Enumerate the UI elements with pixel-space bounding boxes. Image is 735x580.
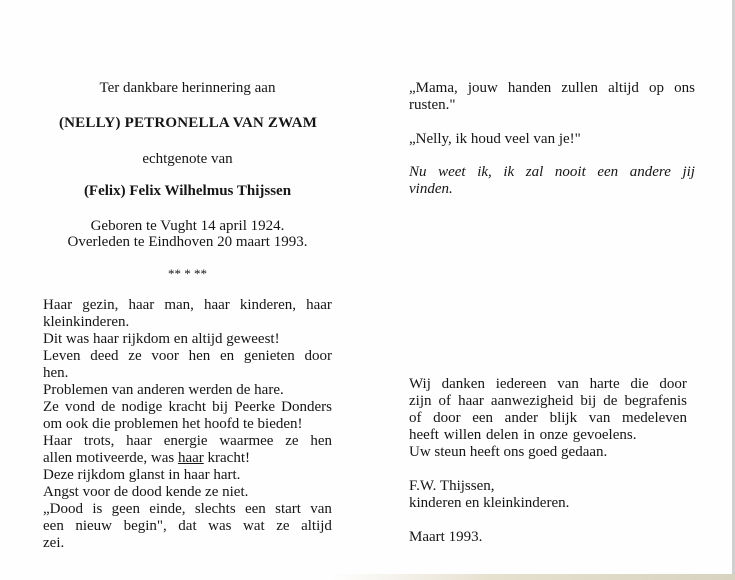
relation-line: echtgenote van	[142, 151, 233, 167]
spouse-name: (Felix) Felix Wilhelmus Thijssen	[83, 183, 292, 199]
poem-line: Leven deed ze voor hen en genieten door	[43, 348, 332, 364]
deceased-name: (NELLY) PETRONELLA VAN ZWAM	[58, 115, 318, 131]
family-line: kinderen en kleinkinderen.	[409, 495, 570, 511]
family-name: F.W. Thijssen,	[409, 478, 495, 494]
separator: ** * **	[168, 266, 207, 281]
quote-line: „Nelly, ik houd veel van je!"	[409, 131, 581, 147]
poem-line: een nieuw begin", dat was wat ze altijd	[43, 518, 332, 534]
underlined-word: haar	[177, 450, 204, 466]
thanks-line: zijn of haar aanwezigheid bij de begrafenis	[409, 393, 687, 409]
closing-date: Maart 1993.	[409, 529, 483, 545]
poem-line: om ook die problemen het hoofd te bieden!	[43, 416, 303, 432]
thanks-line: Wij danken iedereen van harte die door	[409, 376, 687, 392]
quote-line: Nu weet ik, ik zal nooit een andere jij	[409, 164, 695, 180]
poem-line: Dit was haar rijkdom en altijd geweest!	[43, 331, 280, 347]
poem-line: „Dood is geen einde, slechts een start van	[43, 501, 332, 517]
poem-line: allen motiveerde, was haar kracht!	[43, 450, 250, 466]
poem-line: Ze vond de nodige kracht bij Peerke Donders	[43, 399, 332, 415]
death-line: Overleden te Eindhoven 20 maart 1993.	[67, 234, 308, 250]
poem-line: kleinkinderen.	[43, 314, 130, 330]
intro-line: Ter dankbare herinnering aan	[99, 80, 276, 96]
thanks-line: heeft willen delen in onze gevoelens.	[409, 427, 637, 443]
quote-line: vinden.	[409, 181, 453, 197]
poem-line: Haar gezin, haar man, haar kinderen, haar	[43, 297, 332, 313]
thanks-line: Uw steun heeft ons goed gedaan.	[409, 444, 608, 460]
poem-line: hen.	[43, 365, 69, 381]
poem-line: Angst voor de dood kende ze niet.	[43, 484, 249, 500]
birth-line: Geboren te Vught 14 april 1924.	[90, 218, 285, 234]
poem-line: zei.	[43, 535, 65, 551]
poem-line: Haar trots, haar energie waarmee ze hen	[43, 433, 332, 449]
card-edge-shadow	[330, 574, 735, 580]
quote-line: „Mama, jouw handen zullen altijd op ons	[409, 80, 695, 96]
poem-line: Deze rijkdom glanst in haar hart.	[43, 467, 241, 483]
poem-line: Problemen van anderen werden de hare.	[43, 382, 284, 398]
quote-line: rusten."	[409, 97, 456, 113]
thanks-line: of door een ander blijk van medeleven	[409, 410, 687, 426]
